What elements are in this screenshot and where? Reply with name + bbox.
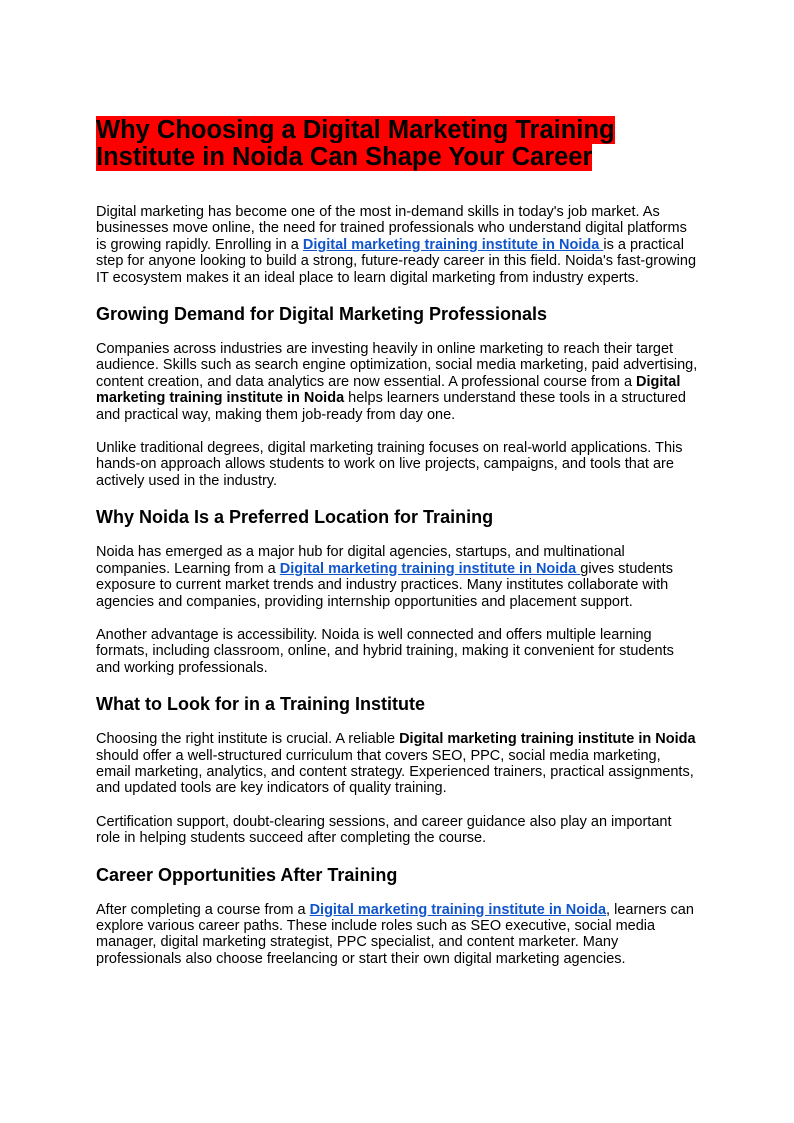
career-paragraph	[96, 902, 698, 968]
heading-what-to-look-for: What to Look for in a Training Institute	[96, 694, 425, 715]
demand-text-after-bold: helps learners understand these tools in a structured and practical way, making them job-ready from day one.	[96, 390, 686, 423]
heading-preferred-location: Why Noida Is a Preferred Location for Training	[96, 507, 494, 528]
title-highlight: Why Choosing a Digital Marketing Training Institute in Noida Can Shape Your Career	[96, 116, 615, 171]
heading-career-opportunities: Career Opportunities After Training	[96, 864, 398, 885]
career-text-before-link: After completing a course from a	[96, 901, 310, 918]
bold-institute-phrase-2: Digital marketing training institute in Noida	[399, 731, 696, 748]
link-digital-marketing-institute-3[interactable]: Digital marketing training institute in Noida	[309, 901, 607, 918]
accessibility-paragraph: Another advantage is accessibility. Noida is well connected and offers multiple learning formats, including classroom, online, and hybrid training, making it convenient for students and working professionals.	[96, 626, 674, 676]
heading-growing-demand: Growing Demand for Digital Marketing Professionals	[96, 304, 548, 325]
bold-institute-phrase-1: Digital marketing training institute in Noida	[96, 373, 681, 407]
document-title	[96, 117, 698, 170]
location-text-before-link: Noida has emerged as a major hub for digital agencies, startups, and multinational companies. Learning from a	[96, 544, 625, 577]
intro-text-after-link: is a practical step for anyone looking to build a strong, future-ready career in this field. Noida's fast-growing IT ecosystem makes it an ideal place to learn digital marketing from industry experts.	[96, 236, 697, 286]
intro-paragraph	[96, 204, 698, 286]
demand-paragraph	[96, 341, 698, 423]
criteria-paragraph	[96, 731, 698, 797]
certification-paragraph: Certification support, doubt-clearing sessions, and career guidance also play an important role in helping students succeed after completing the course.	[96, 813, 672, 847]
criteria-text-after-bold: should offer a well-structured curriculum that covers SEO, PPC, social media marketing, email marketing, analytics, and content strategy. Experienced trainers, practical assignments, and updated tools are key indicators of quality training.	[96, 747, 694, 797]
location-text-after-link: gives students exposure to current market trends and industry practices. Many institutes collaborate with agencies and companies, providing internship opportunities and placement support.	[96, 560, 673, 610]
demand-text-before-bold: Companies across industries are investing heavily in online marketing to reach their target audience. Skills such as search engine optimization, social media marketing, paid advertising, content creation, and data analytics are now essential. A professional course from a	[96, 341, 698, 390]
link-digital-marketing-institute-1[interactable]: Digital marketing training institute in Noida	[302, 236, 604, 253]
location-paragraph	[96, 544, 698, 610]
intro-text-before-link: Digital marketing has become one of the most in-demand skills in today's job market. As businesses move online, the need for trained professionals who understand digital platforms is growing rapidly. Enrolling in a	[96, 204, 687, 253]
criteria-text-before-bold: Choosing the right institute is crucial. A reliable	[96, 731, 400, 748]
hands-on-paragraph: Unlike traditional degrees, digital marketing training focuses on real-world applications. This hands-on approach allows students to work on live projects, campaigns, and tools that are actively used in the industry.	[96, 440, 683, 489]
link-digital-marketing-institute-2[interactable]: Digital marketing training institute in Noida	[279, 560, 581, 577]
career-text-after-link: , learners can explore various career paths. These include roles such as SEO executive, social media manager, digital marketing strategist, PPC specialist, and content marketer. Many professionals also choose freelancing or start their own digital marketing agencies.	[96, 901, 694, 967]
